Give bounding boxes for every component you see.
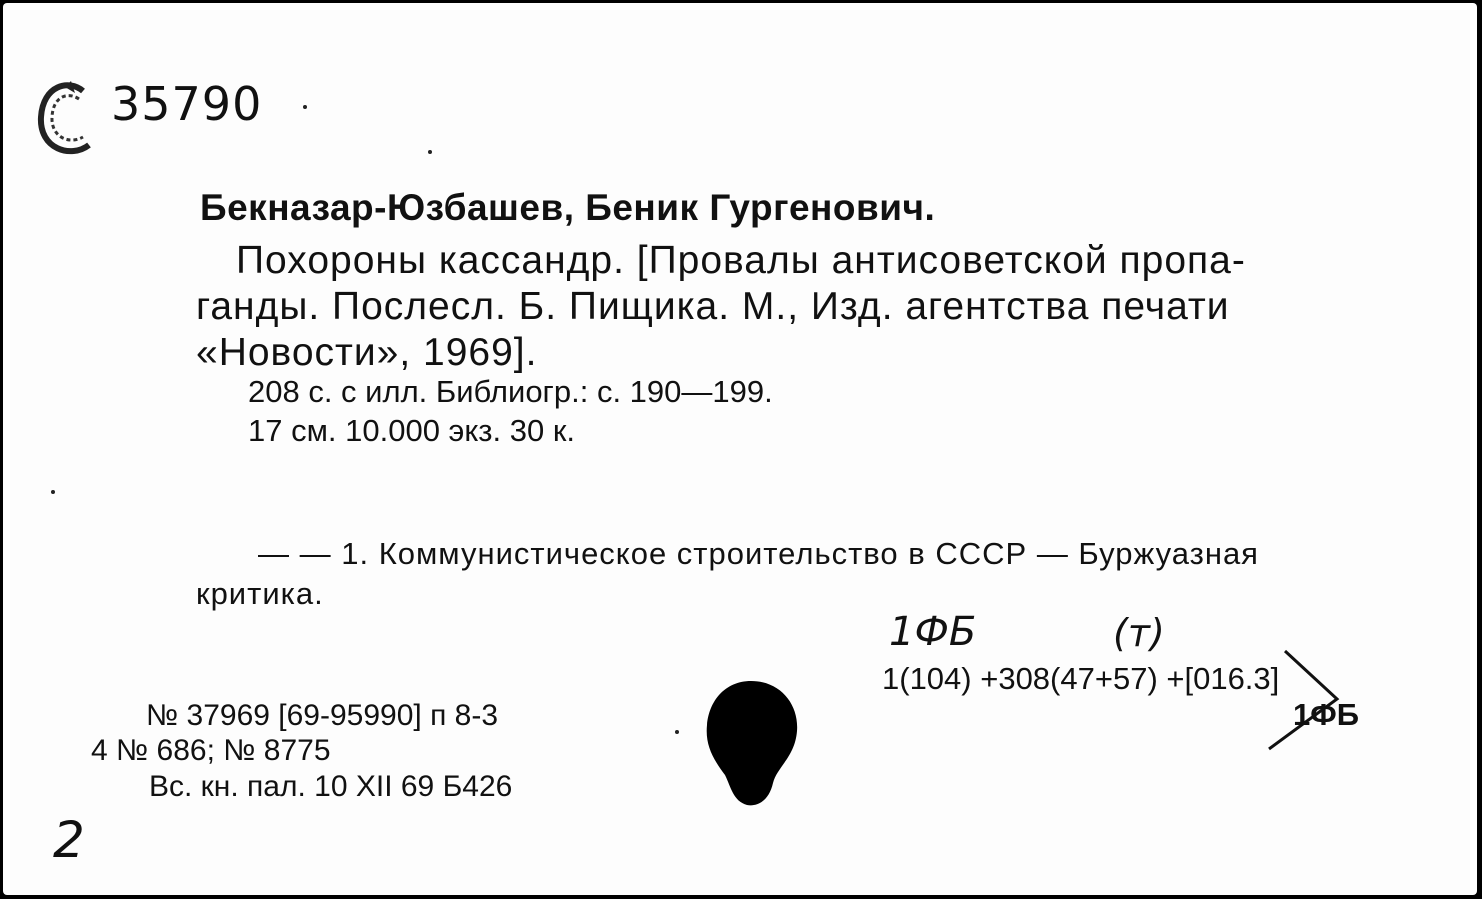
subject-line-1: — — 1. Коммунистическое строительство в СССР — Буржуазная [258,536,1259,571]
record-line-1: № 37969 [69-95990] п 8-3 [146,699,499,732]
classification-index: 1(104) +308(47+57) +[016.3] [882,661,1280,696]
speck [675,730,679,734]
handwritten-note-top: (т) [1113,611,1165,655]
collation-line-1: 208 с. с илл. Библиогр.: с. 190—199. [248,374,773,409]
record-line-3: Вс. кн. пал. 10 XII 69 Б426 [149,770,513,803]
punch-hole-icon [703,679,803,809]
collation-line-2: 17 см. 10.000 экз. 30 к. [248,413,575,448]
speck [303,105,307,109]
call-number: 35790 [111,77,263,131]
title-line-3: «Новости», 1969]. [196,331,538,374]
handwritten-bottom: 2 [53,811,85,869]
classification-sub: 1ФБ [1293,697,1359,732]
title-line-1: Похороны кассандр. [Провалы антисоветской пропа- [236,239,1246,282]
speck [428,150,432,154]
subject-line-2: критика. [196,576,324,611]
author-heading: Бекназар-Юзбашев, Беник Гургенович. [200,187,936,228]
record-line-2: 4 № 686; № 8775 [91,734,331,767]
handwritten-class-top: 1ФБ [889,609,977,655]
title-line-2: ганды. Послесл. Б. Пищика. М., Изд. агентства печати [196,285,1230,328]
handwritten-check-icon [1265,645,1355,757]
speck [51,490,55,494]
stamp-c-icon [31,73,103,163]
catalog-card [3,3,1477,895]
